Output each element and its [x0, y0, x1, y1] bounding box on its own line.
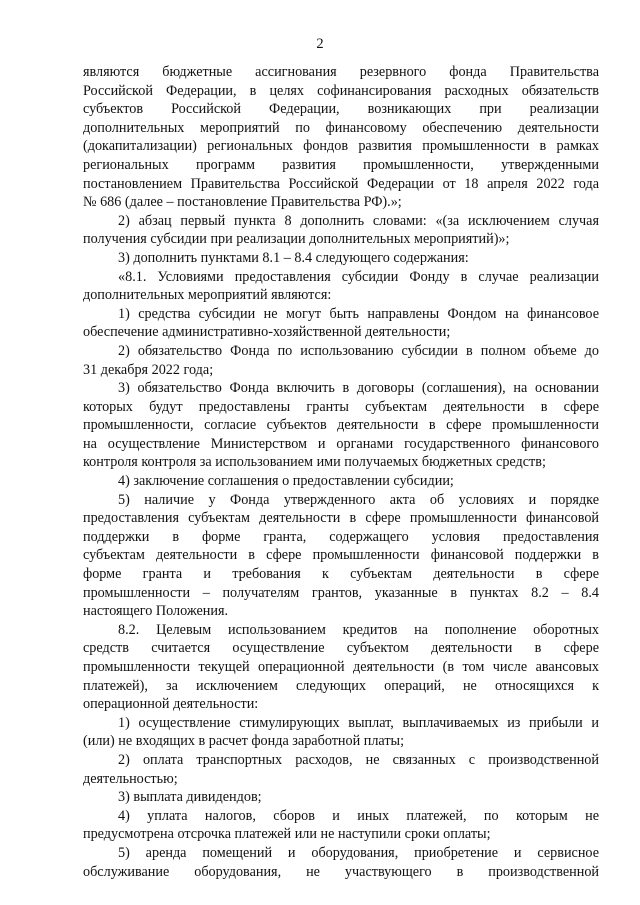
text-line: 2) оплата транспортных расходов, не связанных с производственной: [118, 751, 599, 768]
text-line: 3) выплата дивидендов;: [118, 789, 262, 806]
text-line: (докапитализации) региональных фондов развития промышленности в рамках: [83, 138, 599, 155]
text-line: поддержки в форме гранта, содержащего условия предоставления: [83, 528, 599, 545]
text-line: 5) аренда помещений и оборудования, приобретение и сервисное: [118, 844, 599, 861]
text-line: «8.1. Условиями предоставления субсидии Фонду в случае реализации: [118, 268, 599, 285]
text-line: (или) не входящих в расчет фонда заработной платы;: [83, 733, 405, 750]
text-line: настоящего Положения.: [83, 603, 229, 620]
text-line: являются бюджетные ассигнования резервного фонда Правительства: [83, 64, 599, 80]
text-line: предоставления субъектам деятельности в сфере промышленности финансовой: [83, 510, 599, 527]
text-line: форме гранта и требования к субъектам деятельности в сфере: [83, 566, 599, 583]
text-line: 4) заключение соглашения о предоставлении субсидии;: [118, 473, 454, 490]
text-line: Российской Федерации, в целях софинансирования расходных обязательств: [83, 82, 599, 99]
text-line: 3) дополнить пунктами 8.1 – 8.4 следующего содержания:: [118, 249, 469, 266]
text-line: контроля контроля за использованием ими получаемых бюджетных средств;: [83, 454, 546, 471]
text-line: 8.2. Целевым использованием кредитов на пополнение оборотных: [118, 621, 599, 638]
text-line: промышленности текущей операционной деятельности (в том числе авансовых: [83, 659, 599, 675]
text-line: на осуществление Министерством и органами государственного финансового: [83, 435, 599, 452]
text-line: промышленности – получателям грантов, указанные в пунктах 8.2 – 8.4: [83, 584, 599, 601]
text-line: субъектов Российской Федерации, возникающих при реализации: [83, 101, 599, 118]
text-line: получения субсидии при реализации дополнительных мероприятий)»;: [83, 231, 510, 248]
text-line: 3) обязательство Фонда включить в договоры (соглашения), на основании: [118, 380, 599, 397]
text-line: 2) абзац первый пункта 8 дополнить словами: «(за исключением случая: [118, 212, 599, 229]
text-line: 1) средства субсидии не могут быть направлены Фондом на финансовое: [118, 305, 599, 322]
text-line: операционной деятельности:: [83, 696, 259, 713]
text-line: 31 декабря 2022 года;: [83, 361, 214, 378]
text-line: платежей), за исключением следующих операций, не относящихся к: [83, 677, 599, 694]
text-line: 2) обязательство Фонда по использованию субсидии в полном объеме до: [118, 342, 599, 359]
text-line: деятельностью;: [83, 770, 178, 787]
text-line: дополнительных мероприятий по финансовому обеспечению деятельности: [83, 119, 599, 136]
text-line: постановлением Правительства Российской Федерации от 18 апреля 2022 года: [83, 175, 599, 192]
text-line: предусмотрена отсрочка платежей или не наступили сроки оплаты;: [83, 826, 491, 843]
text-line: субъектам деятельности в сфере промышленности финансовой поддержки в: [83, 547, 599, 564]
text-line: промышленности, согласие субъектов деятельности в сфере промышленности: [83, 417, 599, 434]
document-body: [83, 63, 599, 881]
text-line: которых будут предоставлены гранты субъектам деятельности в сфере: [83, 398, 599, 415]
text-line: обеспечение административно-хозяйственной деятельности;: [83, 324, 451, 341]
page-number: 2: [316, 36, 324, 52]
text-line: средств считается осуществление субъектом деятельности в сфере: [83, 640, 599, 657]
text-line: дополнительных мероприятий являются:: [83, 287, 332, 304]
text-line: 1) осуществление стимулирующих выплат, выплачиваемых из прибыли и: [118, 714, 599, 731]
text-line: 4) уплата налогов, сборов и иных платежей, по которым не: [118, 807, 599, 824]
text-line: региональных программ развития промышленности, утвержденными: [83, 156, 599, 173]
text-line: обслуживание оборудования, не участвующего в производственной: [83, 863, 599, 880]
text-line: 5) наличие у Фонда утвержденного акта об условиях и порядке: [118, 491, 599, 508]
text-line: № 686 (далее – постановление Правительства РФ).»;: [83, 194, 402, 211]
